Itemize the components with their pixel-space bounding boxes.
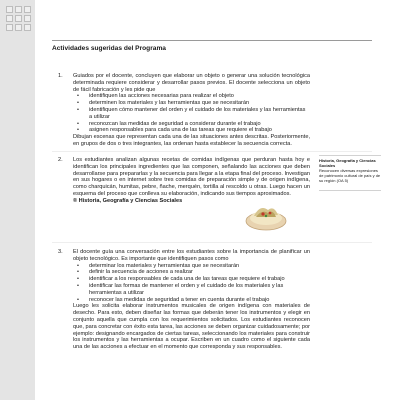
activity-bullet-list [73,93,310,134]
sidenote-rule [319,190,381,191]
list-item: • identificar las formas de mantener el orden y el cuidado de los materiales y las herramientas a utilizar [73,283,310,297]
activity-outro: Dibujan escenas que representan cada una de las situaciones antes descritas. Posteriormente, en grupos de dos o tres integrantes, las ordenan hasta establecer la secuencia correcta. [73,134,310,147]
sidenote-title: Historia, Geografía y Ciencias Sociales [319,158,376,169]
subject-reference: ® Historia, Geografía y Ciencias Sociales [73,197,183,204]
activity-intro: Los estudiantes analizan algunas recetas de comidas indígenas que perduran hasta hoy e identifican los principales ingredientes que las componen, señalando las acciones que deben desarrollarse para prepararlas y la secuencia para llegar a la etapa final del proceso. Investigan en sus hogares o en internet sobre tres comidas de preparación simple y de origen indígena, como charquicán, humitas, pebre, ñache, merquén, tortilla al rescoldo u otras. Luego hacen un esquema del proceso que conlleva su elaboración, indicando sus tiempos aproximados. [73,157,310,197]
margin-square [15,6,22,13]
list-item: • definir la secuencia de acciones a realizar [73,269,310,276]
margin-square [24,15,31,22]
sidenote [319,158,381,183]
activity-3 [73,249,310,351]
title-rule [52,40,372,41]
list-item: • reconocer las medidas de seguridad a tener en cuenta durante el trabajo [73,297,310,304]
margin-square [15,15,22,22]
sidenote-rule [319,155,381,156]
indigenous-food-bowl-icon [244,196,288,232]
activity-intro: Guiados por el docente, concluyen que elaborar un objeto o generar una solución tecnológica determinada requiere considerar y desarrollar pasos previos. El docente selecciona un objeto de fácil fabricación y les pide que [73,73,310,93]
divider-rule [52,151,372,152]
margin-square [6,15,13,22]
list-item: • determinar los materiales y herramientas que se necesitarán [73,263,310,270]
activity-1 [73,73,310,148]
left-margin-strip [0,0,35,400]
margin-square [15,24,22,31]
list-item: • identifiquen las acciones necesarias para realizar el objeto [73,93,310,100]
list-item: • reconozcan las medidas de seguridad a considerar durante el trabajo [73,121,310,128]
margin-square [24,6,31,13]
activity-intro: El docente guía una conversación entre los estudiantes sobre la importancia de planificar un objeto tecnológico. Es importante que identifiquen pasos como [73,249,310,262]
margin-square [6,24,13,31]
activity-number: 3. [58,249,63,255]
margin-square [24,24,31,31]
activity-bullet-list [73,263,310,304]
list-item: • identificar a los responsables de cada una de las tareas que requiere el trabajo [73,276,310,283]
activity-number: 2. [58,157,63,163]
page-title: Actividades sugeridas del Programa [52,45,166,52]
margin-square [6,6,13,13]
list-item: • determinen los materiales y las herramientas que se necesitarán [73,100,310,107]
divider-rule [52,242,372,243]
list-item: • asignen responsables para cada una de las tareas que requiere el trabajo [73,127,310,134]
list-item: • identifiquen cómo mantener del orden y el cuidado de los materiales y las herramientas a utilizar [73,107,310,121]
sidenote-body: Reconocen diversas expresiones de patrimonio cultural de país y de su región (OA 5) [319,168,381,184]
activity-outro: Luego les solicita elaborar instrumentos musicales de origen indígena con materiales de desecho. Para esto, deben diseñar las formas que deberán tener los instrumentos y elegir en conjunto aquella que cumpla con los requerimientos solicitados. Los estudiantes reconocen que, para concretar con éxito esta tarea, las acciones se deben organizar cuidadosamente; por ejemplo: designando encargados de ciertas tareas, seleccionando los materiales para construir los instrumentos y las herramientas a ocupar. Escriben en un cuadro como el siguiente cada una de las acciones a efectuar en el momento que corresponda y sus responsables. [73,303,310,351]
activity-number: 1. [58,73,63,79]
